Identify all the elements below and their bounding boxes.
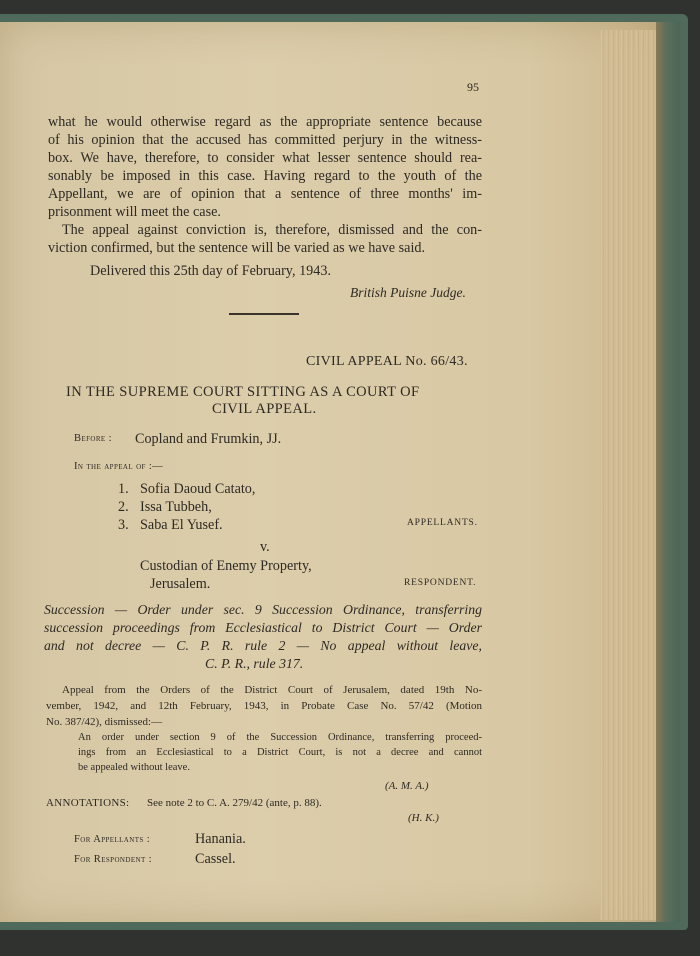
appellant-name: Sofia Daoud Catato, [140, 481, 256, 497]
appeal-of-label: In the appeal of :— [74, 461, 164, 472]
case-title: CIVIL APPEAL No. 66/43. [306, 354, 468, 369]
paragraph-line: Appellant, we are of opinion that a sentence of three months' im- [48, 186, 482, 202]
headnote-line: C. P. R., rule 317. [205, 656, 304, 671]
annotations-text: See note 2 to C. A. 279/42 (ante, p. 88). [147, 797, 322, 809]
summary-line: vember, 1942, and 12th February, 1943, in Probate Case No. 57/42 (Motion [46, 700, 482, 712]
judge-signature: British Puisne Judge. [350, 285, 466, 300]
paragraph-line: sonably be imposed in this case. Having regard to the youth of the [48, 168, 482, 184]
holding-line: An order under section 9 of the Succession Ordinance, transferring proceed- [78, 732, 482, 743]
headnote-line: succession proceedings from Ecclesiastical to District Court — Order [44, 620, 482, 635]
headnote-line: and not decree — C. P. R. rule 2 — No appeal without leave, [44, 638, 482, 653]
reporter-initials-1: (A. M. A.) [385, 780, 429, 792]
for-respondent-counsel: Cassel. [195, 851, 236, 867]
court-heading-line2: CIVIL APPEAL. [212, 401, 317, 417]
annotations-label: ANNOTATIONS: [46, 797, 130, 809]
book-spine [656, 22, 680, 922]
summary-line: Appeal from the Orders of the District Court of Jerusalem, dated 19th No- [62, 684, 482, 696]
for-appellants-label: For Appellants : [74, 834, 151, 845]
summary-line: No. 387/42), dismissed:— [46, 716, 163, 728]
appellant-name: Saba El Yusef. [140, 517, 223, 533]
paragraph-line: prisonment will meet the case. [48, 204, 221, 220]
paragraph-line: The appeal against conviction is, therefore, dismissed and the con- [62, 222, 482, 238]
appellant-number: 2. [118, 499, 129, 515]
before-judges: Copland and Frumkin, JJ. [135, 431, 282, 447]
paragraph-line: viction confirmed, but the sentence will be varied as we have said. [48, 240, 426, 256]
section-divider [229, 313, 299, 315]
respondent-line2: Jerusalem. [150, 576, 211, 592]
holding-line: ings from an Ecclesiastical to a District Court, is not a decree and cannot [78, 747, 482, 758]
appellant-number: 1. [118, 481, 129, 497]
reporter-initials-2: (H. K.) [408, 812, 439, 824]
headnote-line: Succession — Order under sec. 9 Succession Ordinance, transferring [44, 602, 482, 617]
appellant-number: 3. [118, 517, 129, 533]
for-appellants-counsel: Hanania. [195, 831, 246, 847]
appellant-name: Issa Tubbeh, [140, 499, 212, 515]
versus: v. [260, 539, 270, 555]
court-heading-line1: IN THE SUPREME COURT SITTING AS A COURT OF [66, 384, 420, 400]
paragraph-line: what he would otherwise regard as the appropriate sentence because [48, 114, 482, 130]
respondent-line1: Custodian of Enemy Property, [140, 558, 312, 574]
page-number: 95 [467, 80, 479, 94]
for-respondent-label: For Respondent : [74, 854, 152, 865]
page-edges [600, 30, 662, 920]
paragraph-line: of his opinion that the accused has committed perjury in the witness- [48, 132, 482, 148]
appellants-label: APPELLANTS. [407, 518, 478, 528]
before-label: Before : [74, 433, 112, 444]
respondent-label: RESPONDENT. [404, 578, 477, 588]
delivered-line: Delivered this 25th day of February, 1943. [90, 263, 331, 279]
paragraph-line: box. We have, therefore, to consider what lesser sentence should rea- [48, 150, 482, 166]
holding-line: be appealed without leave. [78, 762, 190, 773]
